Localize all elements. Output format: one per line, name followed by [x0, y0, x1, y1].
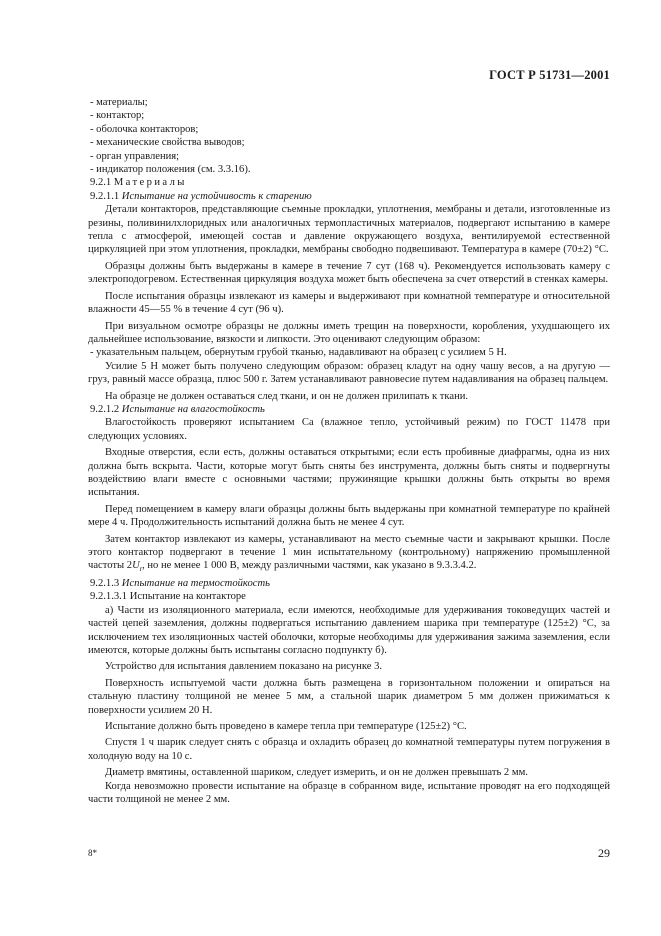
list-item: - оболочка контакторов; — [90, 123, 199, 135]
paragraph: Когда невозможно провести испытание на образце в собранном виде, испытание проводят на его подходящей части толщиной не менее 2 мм. — [88, 780, 610, 806]
list-item: - индикатор положения (см. 3.3.16). — [90, 164, 251, 176]
signature-mark: 8* — [88, 848, 97, 858]
section-number: 9.2.1.2 — [90, 403, 120, 415]
paragraph: Испытание должно быть проведено в камере тепла при температуре (125±2) °С. — [105, 720, 467, 732]
paragraph: Диаметр вмятины, оставленной шариком, следует измерить, и он не должен превышать 2 мм. — [105, 767, 528, 779]
section-heading-9-2-1-2 — [88, 403, 610, 416]
paragraph: Детали контакторов, представляющие съемные прокладки, уплотнения, мембраны и детали, изготовленные из резины, поливинилхлоридных или аналогичных термопластичных материалов, подвергают испытанию в камере тепла с атмосферой, имеющей состав и давление окружающего воздуха, вентилируемой естественной циркуляцией при этом уплотнения, прокладки, мембраны свободно подвешивают. Температура в камере (70±2) °С. — [88, 204, 610, 256]
document-body — [88, 96, 610, 806]
paragraph: Затем контактор извлекают из камеры, устанавливают на место съемные части и закрывают крышки. После этого контактор подвергают в течение 1 мин испытательному (контрольному) напряжению промышленной частоты $2U_r$, но не менее 1 000 В, между различными частями, как указано в 9.3.3.4.2. — [88, 533, 610, 574]
section-heading-9-2-1-3-1 — [88, 590, 610, 603]
list-item: - материалы; — [90, 97, 148, 108]
section-title: Испытание на влагостойкость — [121, 403, 265, 415]
paragraph: - указательным пальцем, обернутым грубой тканью, надавливают на образец с усилием 5 Н. — [90, 347, 507, 359]
section-number: 9.2.1.3 — [90, 577, 120, 589]
section-title: Испытание на устойчивость к старению — [121, 190, 312, 202]
list-item: - механические свойства выводов; — [90, 137, 245, 149]
paragraph: Устройство для испытания давлением показано на рисунке 3. — [105, 661, 383, 673]
paragraph: Усилие 5 Н может быть получено следующим образом: образец кладут на одну чашу весов, а на другую — груз, равный массе образца, плюс 500 г. Затем устанавливают равновесие путем надавливания на образец пальцем. — [88, 360, 610, 386]
list-item: - орган управления; — [90, 150, 180, 162]
section-heading-9-2-1 — [88, 176, 610, 189]
section-heading-9-2-1-3 — [88, 577, 610, 590]
page-number: 29 — [598, 846, 610, 860]
paragraph: При визуальном осмотре образцы не должны иметь трещин на поверхности, коробления, ухудшающего их дальнейшее использование, вязкости и липкости. Это оценивают следующим образом: — [88, 320, 610, 345]
paragraph: На образце не должен оставаться след ткани, и он не должен прилипать к ткани. — [105, 390, 469, 402]
section-number: 9.2.1.1 — [90, 190, 120, 202]
section-title: Испытание на термостойкость — [121, 577, 270, 589]
list-item: - контактор; — [90, 110, 145, 122]
section-heading-9-2-1-1 — [88, 190, 610, 203]
paragraph: Влагостойкость проверяют испытанием Са (влажное тепло, устойчивый режим) по ГОСТ 11478 при следующих условиях. — [88, 417, 610, 442]
section-title: Материалы — [113, 177, 187, 189]
paragraph: Входные отверстия, если есть, должны оставаться открытыми; если есть пробивные диафрагмы, одна из них должна быть вскрыта. Части, которые могут быть сняты без инструмента, должны быть сняты и подвергнуты воздействию влаги вместе с основными частями; пружинящие крышки должны быть открыты во время испытания. — [88, 447, 610, 499]
section-title: Испытание на контакторе — [129, 591, 246, 603]
paragraph: После испытания образцы извлекают из камеры и выдерживают при комнатной температуре и относительной влажности 45—55 % в течение 4 сут (96 ч). — [88, 290, 610, 316]
paragraph: Спустя 1 ч шарик следует снять с образца и охладить образец до комнатной температуры путем погружения в холодную воду на 10 с. — [88, 737, 610, 762]
standard-code-header: ГОСТ Р 51731—2001 — [489, 68, 610, 82]
section-number: 9.2.1 — [90, 177, 112, 189]
section-number: 9.2.1.3.1 — [90, 591, 128, 603]
paragraph: Перед помещением в камеру влаги образцы должны быть выдержаны при комнатной температуре по крайней мере 4 ч. Продолжительность испытаний должна быть не менее 4 сут. — [88, 503, 610, 529]
paragraph: Поверхность испытуемой части должна быть размещена в горизонтальном положении и опираться на стальную пластину толщиной не менее 5 мм, а стальной шарик диаметром 5 мм должен прижиматься к поверхности усилием 20 Н. — [88, 677, 610, 716]
paragraph: а) Части из изоляционного материала, если имеются, необходимые для удерживания токоведущих частей и частей цепей заземления, должны подвергаться испытанию давлением шарика при температуре (125±2) °С, за исключением тех изоляционных частей оболочки, которые необходимы для удерживания зажима заземления, если имеются, которые должны быть испытаны согласно подпункту б). — [88, 604, 610, 656]
paragraph: Образцы должны быть выдержаны в камере в течение 7 сут (168 ч). Рекомендуется использовать камеру с электроподогревом. Естественная циркуляция воздуха может быть обеспечена за счет отверстий в стенках камеры. — [88, 260, 610, 286]
